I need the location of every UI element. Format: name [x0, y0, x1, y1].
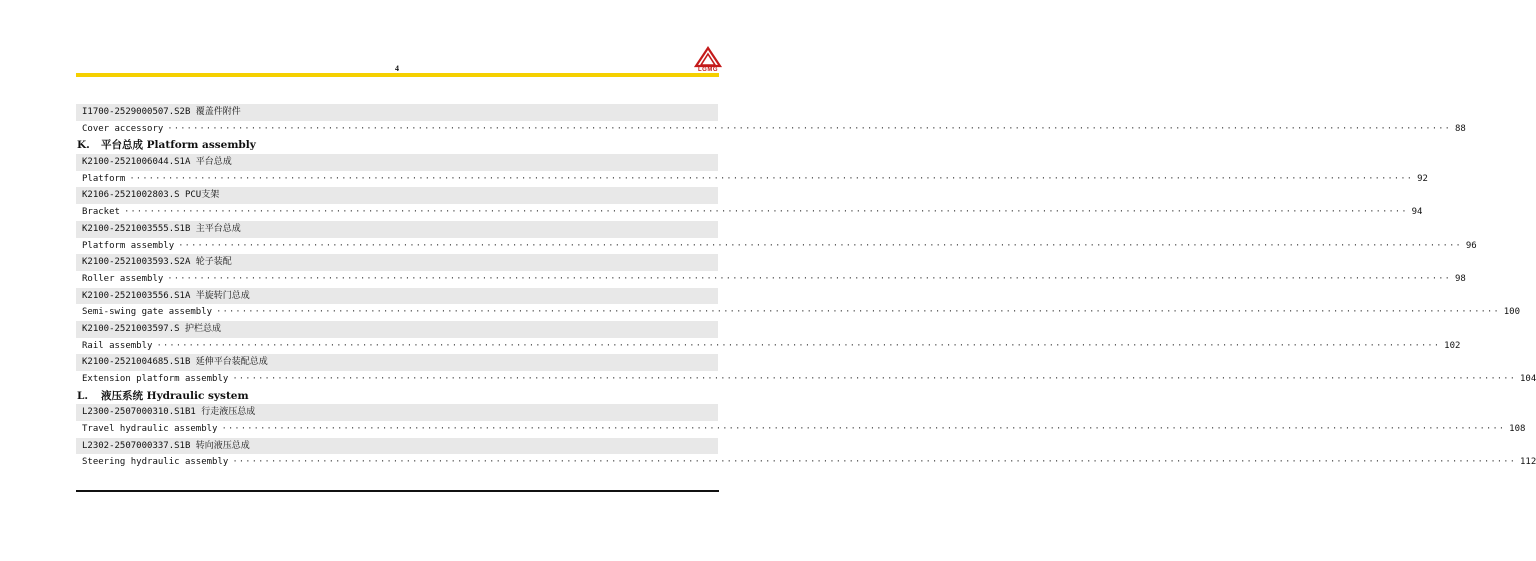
part-code-row: K2100-2521004685.S1B 延伸平台装配总成	[76, 354, 718, 371]
dot-leader: ········································································································································································································	[232, 374, 1517, 384]
entry-title: Cover accessory	[82, 123, 164, 134]
part-code-row: K2106-2521002803.S PCU支架	[76, 187, 718, 204]
dot-leader: ········································································································································································································	[156, 340, 1441, 351]
header-accent-bar	[76, 73, 719, 77]
entry-title: Platform	[82, 173, 126, 184]
entry-page-number: 108	[1509, 424, 1526, 435]
table-of-contents	[76, 104, 1536, 471]
toc-entry-link[interactable]	[76, 454, 1536, 471]
toc-entry-link[interactable]	[76, 304, 1521, 321]
part-code-row: L2302-2507000337.S1B 转向液压总成	[76, 438, 718, 455]
section-letter: K.	[77, 139, 90, 152]
entry-page-number: 98	[1454, 273, 1466, 284]
page-number: 4	[395, 64, 399, 73]
section-heading	[76, 388, 718, 405]
dot-leader: ········································································································································································································	[167, 273, 1451, 284]
toc-entry-link[interactable]	[76, 171, 1428, 188]
part-code-row: K2100-2521003597.S 护栏总成	[76, 321, 718, 338]
toc-entry-link[interactable]	[76, 238, 1477, 255]
entry-title: Semi-swing gate assembly	[82, 307, 213, 318]
dot-leader: ········································································································································································································	[178, 240, 1462, 251]
dot-leader: ········································································································································································································	[129, 173, 1414, 184]
section-title: 液压系统 Hydraulic system	[101, 389, 249, 402]
entry-title: Extension platform assembly	[82, 374, 229, 384]
toc-entry-link[interactable]	[76, 338, 1461, 355]
part-code-row: K2100-2521003593.S2A 轮子装配	[76, 254, 718, 271]
entry-page-number: 92	[1417, 173, 1428, 184]
part-code-row: K2100-2521006044.S1A 平台总成	[76, 154, 718, 171]
lgmg-logo	[693, 46, 723, 76]
entry-page-number: 88	[1454, 123, 1466, 134]
entry-page-number: 112	[1520, 457, 1536, 468]
entry-title: Steering hydraulic assembly	[82, 457, 229, 468]
section-letter: L.	[77, 389, 89, 402]
entry-title: Bracket	[82, 207, 120, 218]
section-heading	[76, 137, 718, 154]
entry-title: Platform assembly	[82, 240, 175, 251]
dot-leader: ········································································································································································································	[221, 424, 1506, 435]
toc-entry-link[interactable]	[76, 204, 1423, 221]
entry-page-number: 102	[1444, 340, 1461, 351]
part-code-row: I1700-2529000507.S2B 覆盖件附件	[76, 104, 718, 121]
dot-leader: ········································································································································································································	[123, 207, 1408, 218]
entry-page-number: 100	[1503, 307, 1521, 318]
entry-page-number: 104	[1520, 374, 1536, 384]
entry-page-number: 94	[1411, 207, 1423, 218]
section-title: 平台总成 Platform assembly	[101, 139, 256, 152]
toc-entry-link[interactable]	[76, 421, 1526, 438]
entry-page-number: 96	[1465, 240, 1477, 251]
dot-leader: ········································································································································································································	[232, 457, 1517, 468]
dot-leader: ········································································································································································································	[216, 307, 1500, 318]
entry-title: Travel hydraulic assembly	[82, 424, 218, 435]
dot-leader: ········································································································································································································	[167, 123, 1451, 134]
entry-title: Rail assembly	[82, 340, 153, 351]
part-code-row: K2100-2521003555.S1B 主平台总成	[76, 221, 718, 238]
footer-rule	[76, 490, 719, 492]
entry-title: Roller assembly	[82, 273, 164, 284]
logo-text: LGMG	[698, 67, 718, 73]
toc-entry-link[interactable]	[76, 271, 1466, 288]
toc-entry-link[interactable]	[76, 371, 1536, 388]
toc-entry-link[interactable]	[76, 121, 1466, 138]
part-code-row: L2300-2507000310.S1B1 行走液压总成	[76, 404, 718, 421]
part-code-row: K2100-2521003556.S1A 半旋转门总成	[76, 288, 718, 305]
